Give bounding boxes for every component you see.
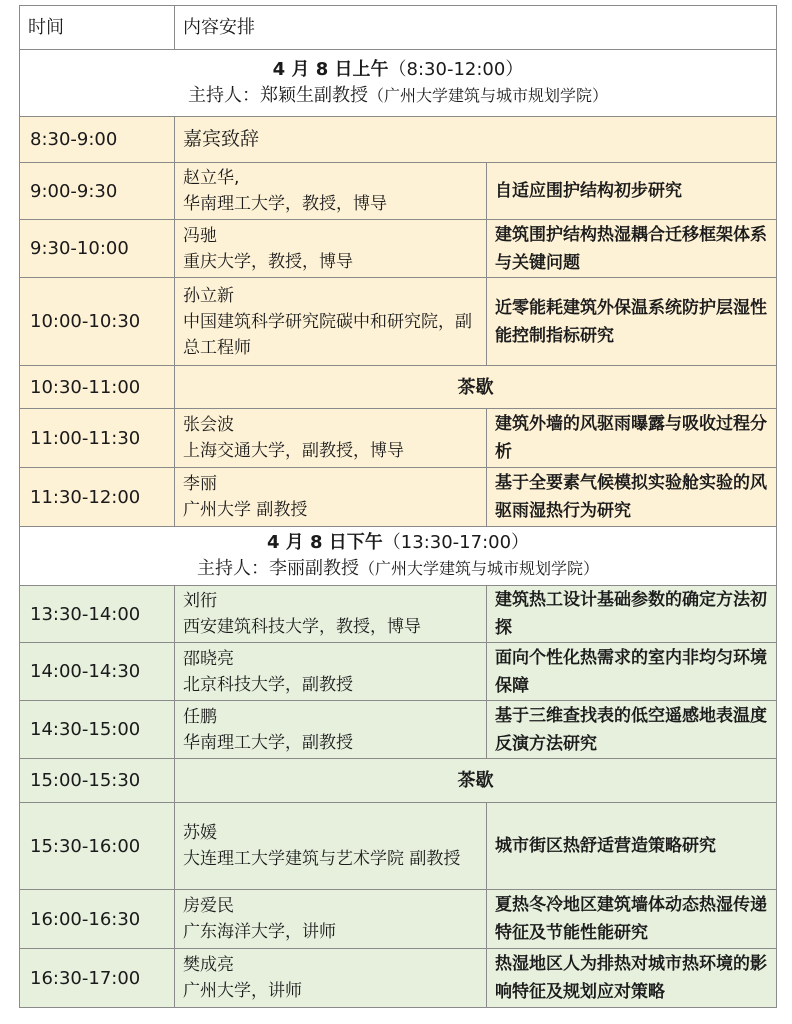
afternoon-title: 4 月 8 日下午 bbox=[266, 532, 383, 553]
talk-topic: 自适应围护结构初步研究 bbox=[487, 163, 777, 220]
table-row bbox=[20, 803, 777, 890]
table-row bbox=[20, 759, 777, 803]
speaker-cell bbox=[175, 949, 487, 1008]
speaker-cell bbox=[175, 409, 487, 468]
speaker-affiliation: 广州大学 副教授 bbox=[183, 500, 308, 520]
speaker-affiliation: 广州大学，讲师 bbox=[183, 981, 302, 1001]
session-time: 14:30-15:00 bbox=[20, 701, 175, 759]
speaker-affiliation: 西安建筑科技大学，教授，博导 bbox=[183, 617, 421, 637]
table-row bbox=[20, 468, 777, 527]
session-content: 嘉宾致辞 bbox=[175, 117, 777, 163]
table-row bbox=[20, 890, 777, 949]
speaker-affiliation: 广东海洋大学，讲师 bbox=[183, 922, 336, 942]
speaker-cell bbox=[175, 803, 487, 890]
table-row bbox=[20, 586, 777, 643]
speaker-affiliation: 上海交通大学，副教授，博导 bbox=[183, 441, 404, 461]
speaker-name: 房爱民 bbox=[183, 896, 234, 916]
speaker-name: 赵立华, bbox=[183, 168, 240, 188]
session-time: 9:30-10:00 bbox=[20, 220, 175, 278]
talk-topic: 面向个性化热需求的室内非均匀环境保障 bbox=[487, 643, 777, 701]
header-time: 时间 bbox=[20, 6, 175, 50]
talk-topic: 夏热冬冷地区建筑墙体动态热湿传递特征及节能性能研究 bbox=[487, 890, 777, 949]
session-time: 15:00-15:30 bbox=[20, 759, 175, 803]
afternoon-host: 主持人：李丽副教授 bbox=[196, 558, 359, 579]
session-time: 14:00-14:30 bbox=[20, 643, 175, 701]
speaker-name: 樊成亮 bbox=[183, 955, 234, 975]
speaker-affiliation: 北京科技大学，副教授 bbox=[183, 674, 353, 695]
morning-host: 主持人：郑颖生副教授 bbox=[187, 85, 368, 106]
table-row bbox=[20, 366, 777, 409]
speaker-cell bbox=[175, 220, 487, 278]
schedule-table bbox=[19, 5, 777, 1008]
session-time: 10:30-11:00 bbox=[20, 366, 175, 409]
morning-title: 4 月 8 日上午 bbox=[272, 59, 389, 80]
afternoon-host-affiliation: （广州大学建筑与城市规划学院） bbox=[358, 559, 599, 578]
morning-section-header bbox=[20, 50, 777, 117]
morning-host-affiliation: （广州大学建筑与城市规划学院） bbox=[367, 86, 608, 105]
speaker-cell bbox=[175, 163, 487, 220]
table-row bbox=[20, 163, 777, 220]
session-time: 13:30-14:00 bbox=[20, 586, 175, 643]
session-time: 16:00-16:30 bbox=[20, 890, 175, 949]
speaker-cell bbox=[175, 701, 487, 759]
talk-topic: 建筑围护结构热湿耦合迁移框架体系与关键问题 bbox=[487, 220, 777, 278]
speaker-name: 刘衎 bbox=[183, 591, 217, 611]
session-time: 15:30-16:00 bbox=[20, 803, 175, 890]
talk-topic: 热湿地区人为排热对城市热环境的影响特征及规划应对策略 bbox=[487, 949, 777, 1008]
speaker-cell bbox=[175, 643, 487, 701]
table-header-row bbox=[20, 6, 777, 50]
speaker-affiliation: 中国建筑科学研究院碳中和研究院，副总工程师 bbox=[183, 311, 472, 358]
header-content: 内容安排 bbox=[175, 6, 777, 50]
session-time: 8:30-9:00 bbox=[20, 117, 175, 163]
tea-break: 茶歇 bbox=[175, 759, 777, 803]
speaker-cell bbox=[175, 278, 487, 366]
table-row bbox=[20, 409, 777, 468]
talk-topic: 基于全要素气候模拟实验舱实验的风驱雨湿热行为研究 bbox=[487, 468, 777, 527]
table-row bbox=[20, 278, 777, 366]
speaker-affiliation: 大连理工大学建筑与艺术学院 副教授 bbox=[183, 849, 461, 869]
tea-break: 茶歇 bbox=[175, 366, 777, 409]
speaker-cell bbox=[175, 890, 487, 949]
speaker-affiliation: 华南理工大学，教授，博导 bbox=[183, 194, 387, 214]
talk-topic: 建筑外墙的风驱雨曝露与吸收过程分析 bbox=[487, 409, 777, 468]
afternoon-time-range: （13:30-17:00） bbox=[382, 532, 530, 553]
talk-topic: 近零能耗建筑外保温系统防护层湿性能控制指标研究 bbox=[487, 278, 777, 366]
table-row bbox=[20, 949, 777, 1008]
session-time: 10:00-10:30 bbox=[20, 278, 175, 366]
session-time: 16:30-17:00 bbox=[20, 949, 175, 1008]
morning-time-range: （8:30-12:00） bbox=[388, 59, 524, 80]
speaker-affiliation: 华南理工大学，副教授 bbox=[183, 732, 353, 753]
talk-topic: 基于三维查找表的低空遥感地表温度反演方法研究 bbox=[487, 701, 777, 759]
session-time: 9:00-9:30 bbox=[20, 163, 175, 220]
session-time: 11:30-12:00 bbox=[20, 468, 175, 527]
table-row bbox=[20, 117, 777, 163]
speaker-name: 任鹏 bbox=[183, 706, 217, 727]
talk-topic: 建筑热工设计基础参数的确定方法初探 bbox=[487, 586, 777, 643]
speaker-name: 冯驰 bbox=[183, 225, 217, 246]
speaker-name: 李丽 bbox=[183, 474, 217, 494]
talk-topic: 城市街区热舒适营造策略研究 bbox=[487, 803, 777, 890]
speaker-cell bbox=[175, 586, 487, 643]
speaker-name: 邵晓亮 bbox=[183, 648, 234, 669]
session-time: 11:00-11:30 bbox=[20, 409, 175, 468]
table-row bbox=[20, 643, 777, 701]
speaker-name: 孙立新 bbox=[183, 285, 234, 306]
table-row bbox=[20, 220, 777, 278]
speaker-cell bbox=[175, 468, 487, 527]
afternoon-section-header bbox=[20, 527, 777, 586]
speaker-name: 张会波 bbox=[183, 415, 234, 435]
table-row bbox=[20, 701, 777, 759]
speaker-affiliation: 重庆大学，教授，博导 bbox=[183, 251, 353, 272]
speaker-name: 苏媛 bbox=[183, 823, 217, 843]
